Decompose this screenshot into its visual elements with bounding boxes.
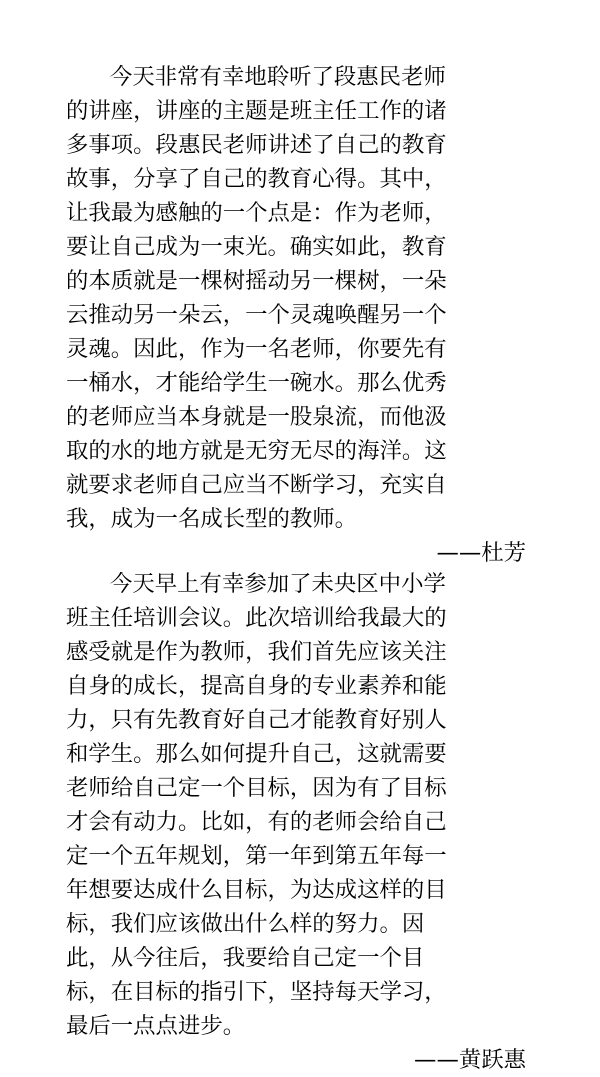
paragraph-line: 年想要达成什么目标，为达成这样的目 — [66, 877, 447, 903]
paragraph-line: 今天非常有幸地聆听了段惠民老师 — [110, 64, 446, 90]
paragraph-line: 最后一点点进步。 — [66, 1013, 246, 1039]
paragraph-line: 自身的成长，提高自身的专业素养和能 — [66, 673, 447, 699]
paragraph-line: 故事，分享了自己的教育心得。其中， — [66, 166, 447, 192]
reflection-entry-1 — [66, 60, 532, 570]
author-signature: ——杜芳 — [436, 540, 526, 566]
paragraph-line: 云推动另一朵云，一个灵魂唤醒另一个 — [66, 302, 447, 328]
paragraph-line: 定一个五年规划，第一年到第五年每一 — [66, 843, 447, 869]
paragraph-line: 今天早上有幸参加了未央区中小学 — [110, 571, 446, 597]
paragraph-line: 就要求老师自己应当不断学习，充实自 — [66, 472, 447, 498]
author-signature: ——黄跃惠 — [414, 1047, 526, 1073]
paragraph-line: 标，我们应该做出什么样的努力。因 — [66, 911, 425, 937]
paragraph-line: 班主任培训会议。此次培训给我最大的 — [66, 605, 447, 631]
paragraph-line: 力，只有先教育好自己才能教育好别人 — [66, 707, 447, 733]
paragraph-line: 感受就是作为教师，我们首先应该关注 — [66, 639, 447, 665]
paragraph-line: 的本质就是一棵树摇动另一棵树，一朵 — [66, 268, 447, 294]
paragraph-line: 取的水的地方就是无穷无尽的海洋。这 — [66, 438, 447, 464]
paragraph-line: 此，从今往后，我要给自己定一个目 — [66, 945, 425, 971]
paragraph-line: 灵魂。因此，作为一名老师，你要先有 — [66, 336, 447, 362]
paragraph-line: 我，成为一名成长型的教师。 — [66, 506, 358, 532]
paragraph-line: 和学生。那么如何提升自己，这就需要 — [66, 741, 447, 767]
paragraph-line: 多事项。段惠民老师讲述了自己的教育 — [66, 132, 447, 158]
paragraph-line: 让我最为感触的一个点是：作为老师， — [66, 200, 447, 226]
reflection-entry-2 — [66, 567, 532, 1077]
paragraph-line: 要让自己成为一束光。确实如此，教育 — [66, 234, 447, 260]
paragraph-line: 标，在目标的指引下，坚持每天学习， — [66, 979, 447, 1005]
paragraph-line: 老师给自己定一个目标，因为有了目标 — [66, 775, 447, 801]
paragraph-line: 的讲座，讲座的主题是班主任工作的诸 — [66, 98, 447, 124]
paragraph-line: 才会有动力。比如，有的老师会给自己 — [66, 809, 447, 835]
paragraph-line: 的老师应当本身就是一股泉流，而他汲 — [66, 404, 447, 430]
paragraph-line: 一桶水，才能给学生一碗水。那么优秀 — [66, 370, 447, 396]
